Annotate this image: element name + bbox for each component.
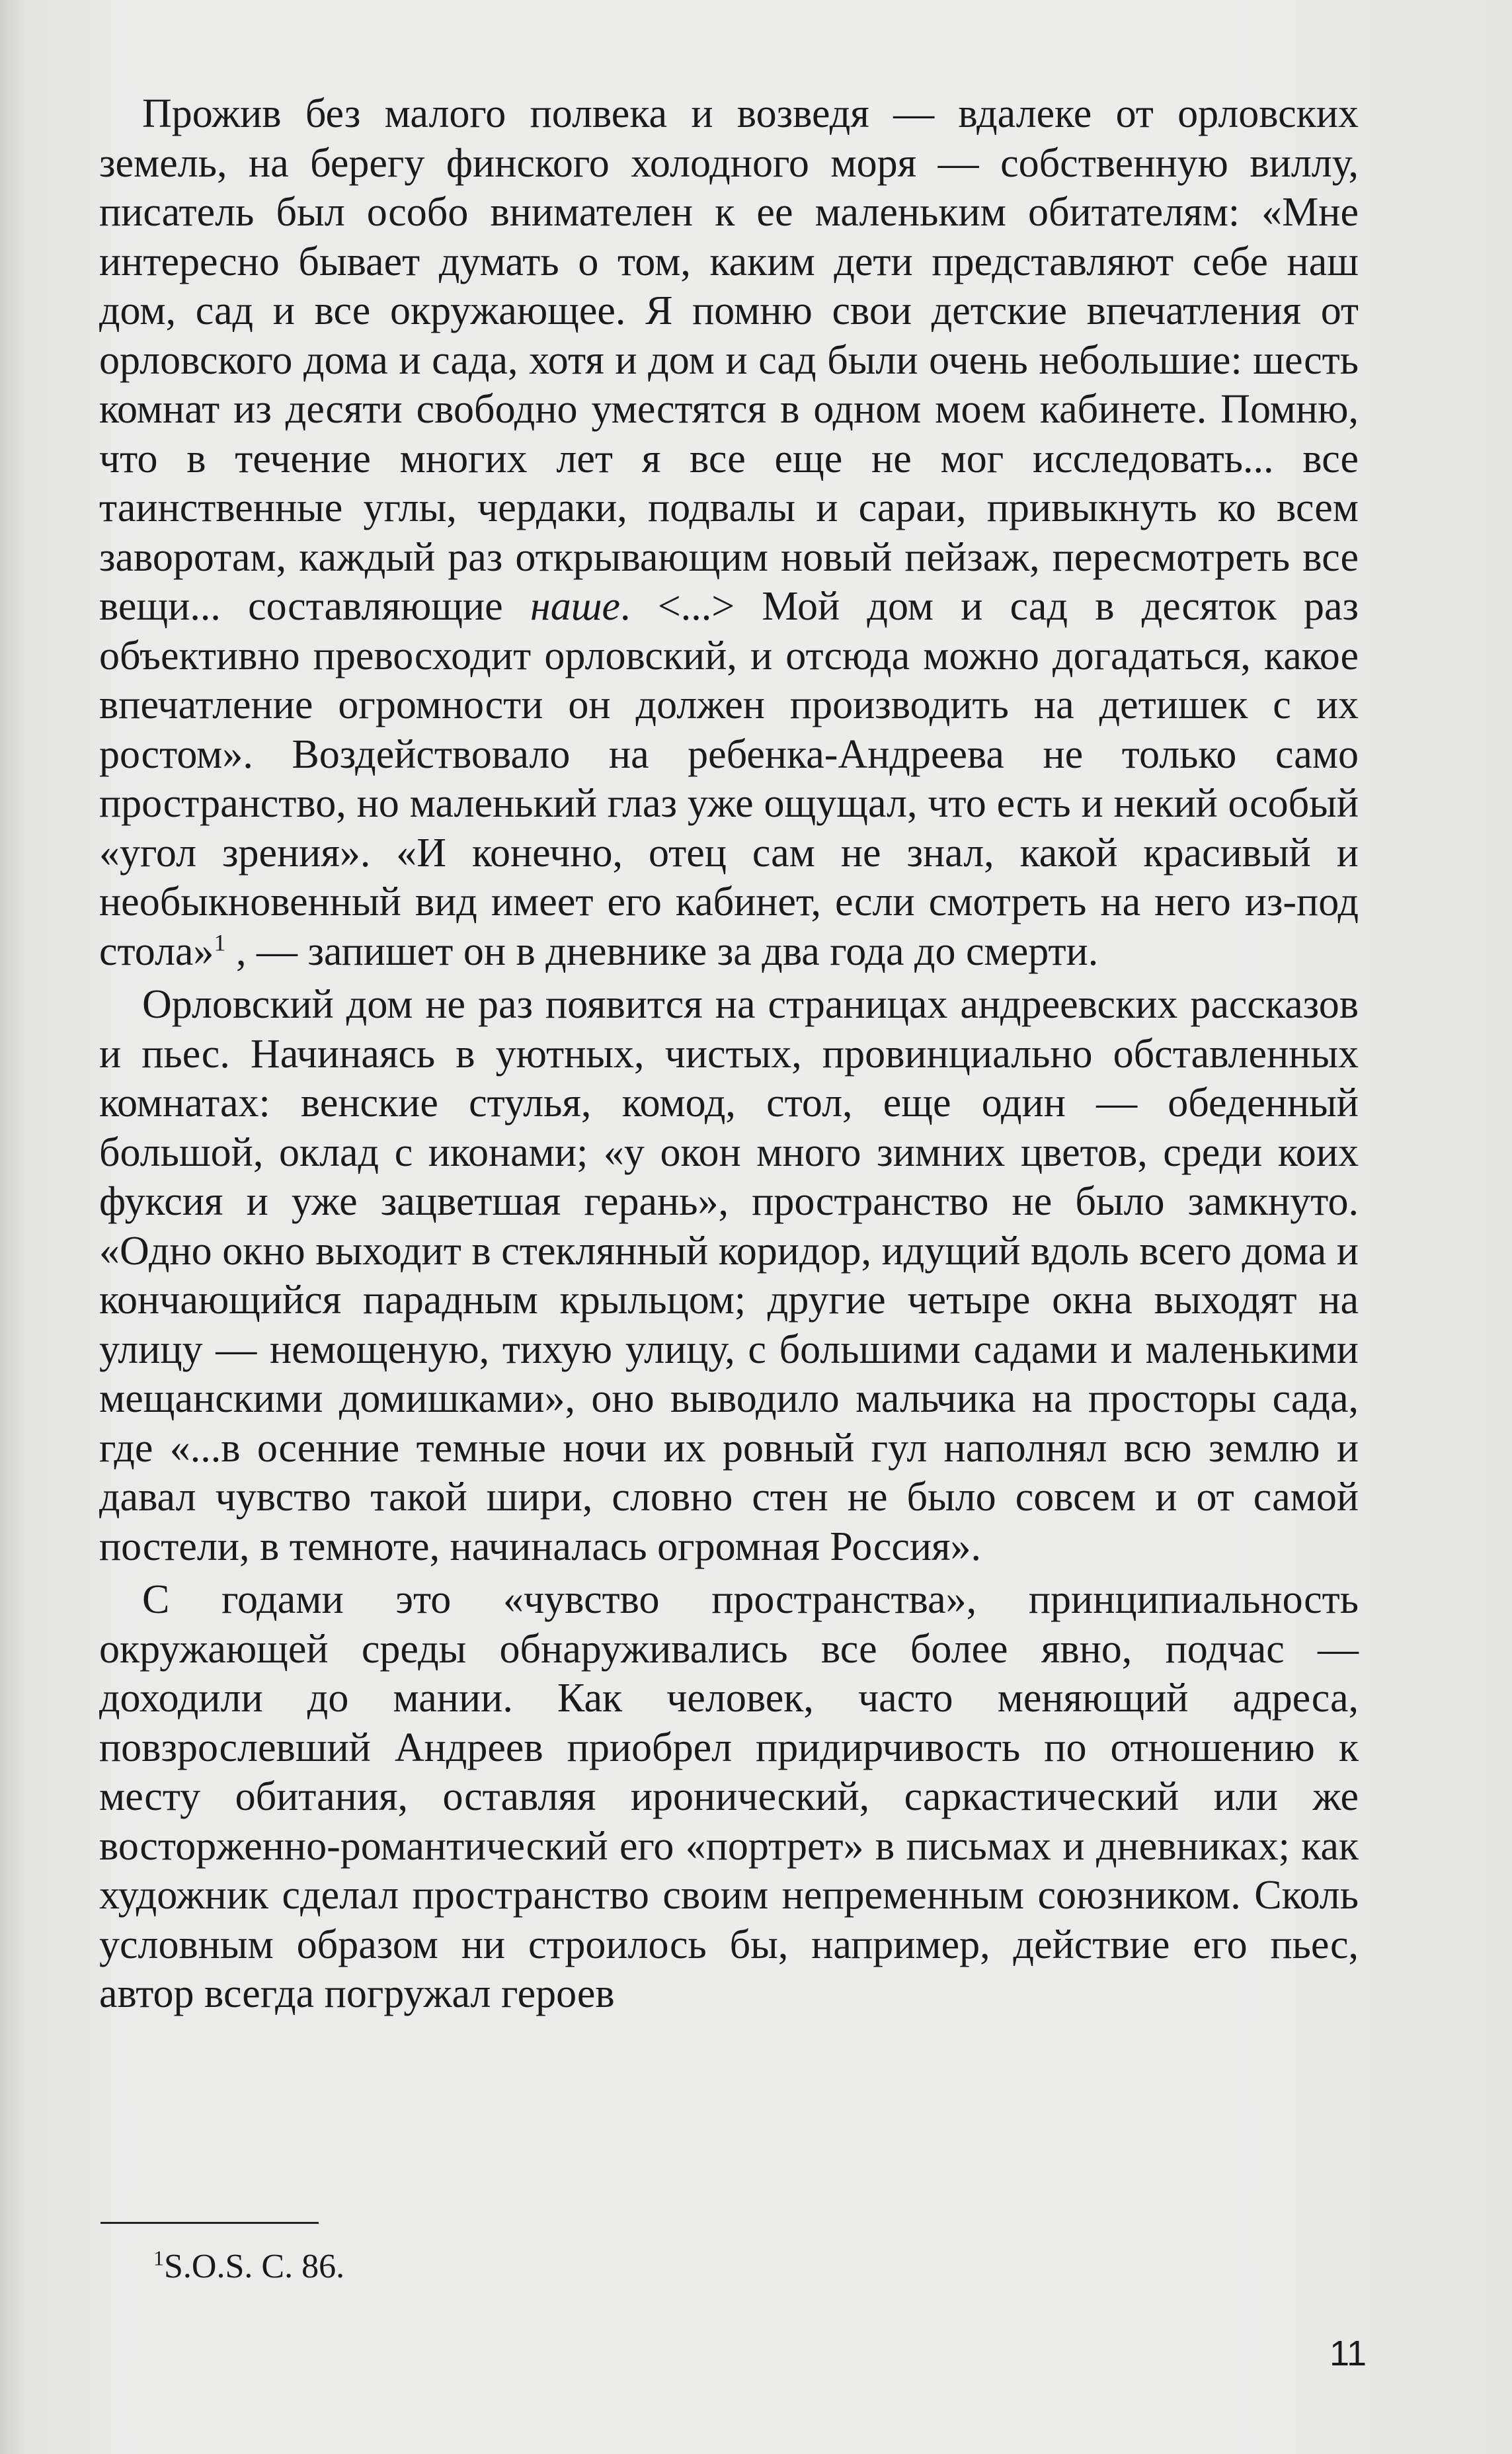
footnote-reference: 1	[214, 928, 226, 956]
paragraph-3: С годами это «чувство пространства», принципиальность окружающей среды обнаруживались все более явно, подчас — доходили до мании. Как человек, часто меняющий адреса, повзрослевший Андреев приобрел придирчивость по отношению к месту обитания, оставляя иронический, саркастический или же восторженно-романтический его «портрет» в письмах и дневниках; как художник сделал пространство своим непременным союзником. Сколь условным образом ни строилось бы, например, действие его пьес, автор всегда погружал героев	[99, 1577, 1359, 2016]
page-number: 11	[1329, 2334, 1367, 2373]
footnote	[153, 2247, 344, 2287]
paragraph-1-continuation: . <...> Мой дом и сад в десяток раз объективно превосходит орловский, и отсюда можно догадаться, какое впечатление огромности он должен производить на детишек с их ростом». Воздействовало на ребенка-Андреева не только само пространство, но маленький глаз уже ощущал, что есть и некий особый «угол зрения». «И конечно, отец сам не знал, какой красивый и необыкновенный вид имеет его кабинет, если смотреть на него из-под стола»	[99, 584, 1359, 974]
footnote-text: S.O.S. С. 86.	[164, 2248, 345, 2285]
paragraph-1-text: Прожив без малого полвека и возведя — вдалеке от орловских земель, на берегу финского холодного моря — собственную виллу, писатель был особо внимателен к ее маленьким обитателям: «Мне интересно бывает думать о том, каким дети представляют себе наш дом, сад и все окружающее. Я помню свои детские впечатления от орловского дома и сада, хотя и дом и сад были очень небольшие: шесть комнат из десяти свободно уместятся в одном моем кабинете. Помню, что в течение многих лет я все еще не мог исследовать... все таинственные углы, чердаки, подвалы и сараи, привыкнуть ко всем заворотам, каждый раз открывающим новый пейзаж, пересмотреть все вещи... составляющие	[99, 91, 1359, 629]
italic-word: наше	[530, 584, 621, 629]
paragraph-1-tail: , — запишет он в дневнике за два года до смерти.	[225, 928, 1099, 974]
paragraph-2: Орловский дом не раз появится на страницах андреевских рассказов и пьес. Начинаясь в уютных, чистых, провинциально обставленных комнатах: венские стулья, комод, стол, еще один — обеденный большой, оклад с иконами; «у окон много зимних цветов, среди коих фуксия и уже зацветшая герань», пространство не было замкнуто. «Одно окно выходит в стеклянный коридор, идущий вдоль всего дома и кончающийся парадным крыльцом; другие четыре окна выходят на улицу — немощеную, тихую улицу, с большими садами и маленькими мещанскими домишками», оно выводило мальчика на просторы сада, где «...в осенние темные ночи их ровный гул наполнял всю землю и давал чувство такой шири, словно стен не было совсем и от самой постели, в темноте, начиналась огромная Россия».	[99, 982, 1359, 1569]
footnote-number: 1	[153, 2246, 164, 2270]
footnote-separator	[100, 2222, 319, 2224]
body-text	[99, 89, 1359, 2019]
paragraph-1	[99, 89, 1359, 976]
